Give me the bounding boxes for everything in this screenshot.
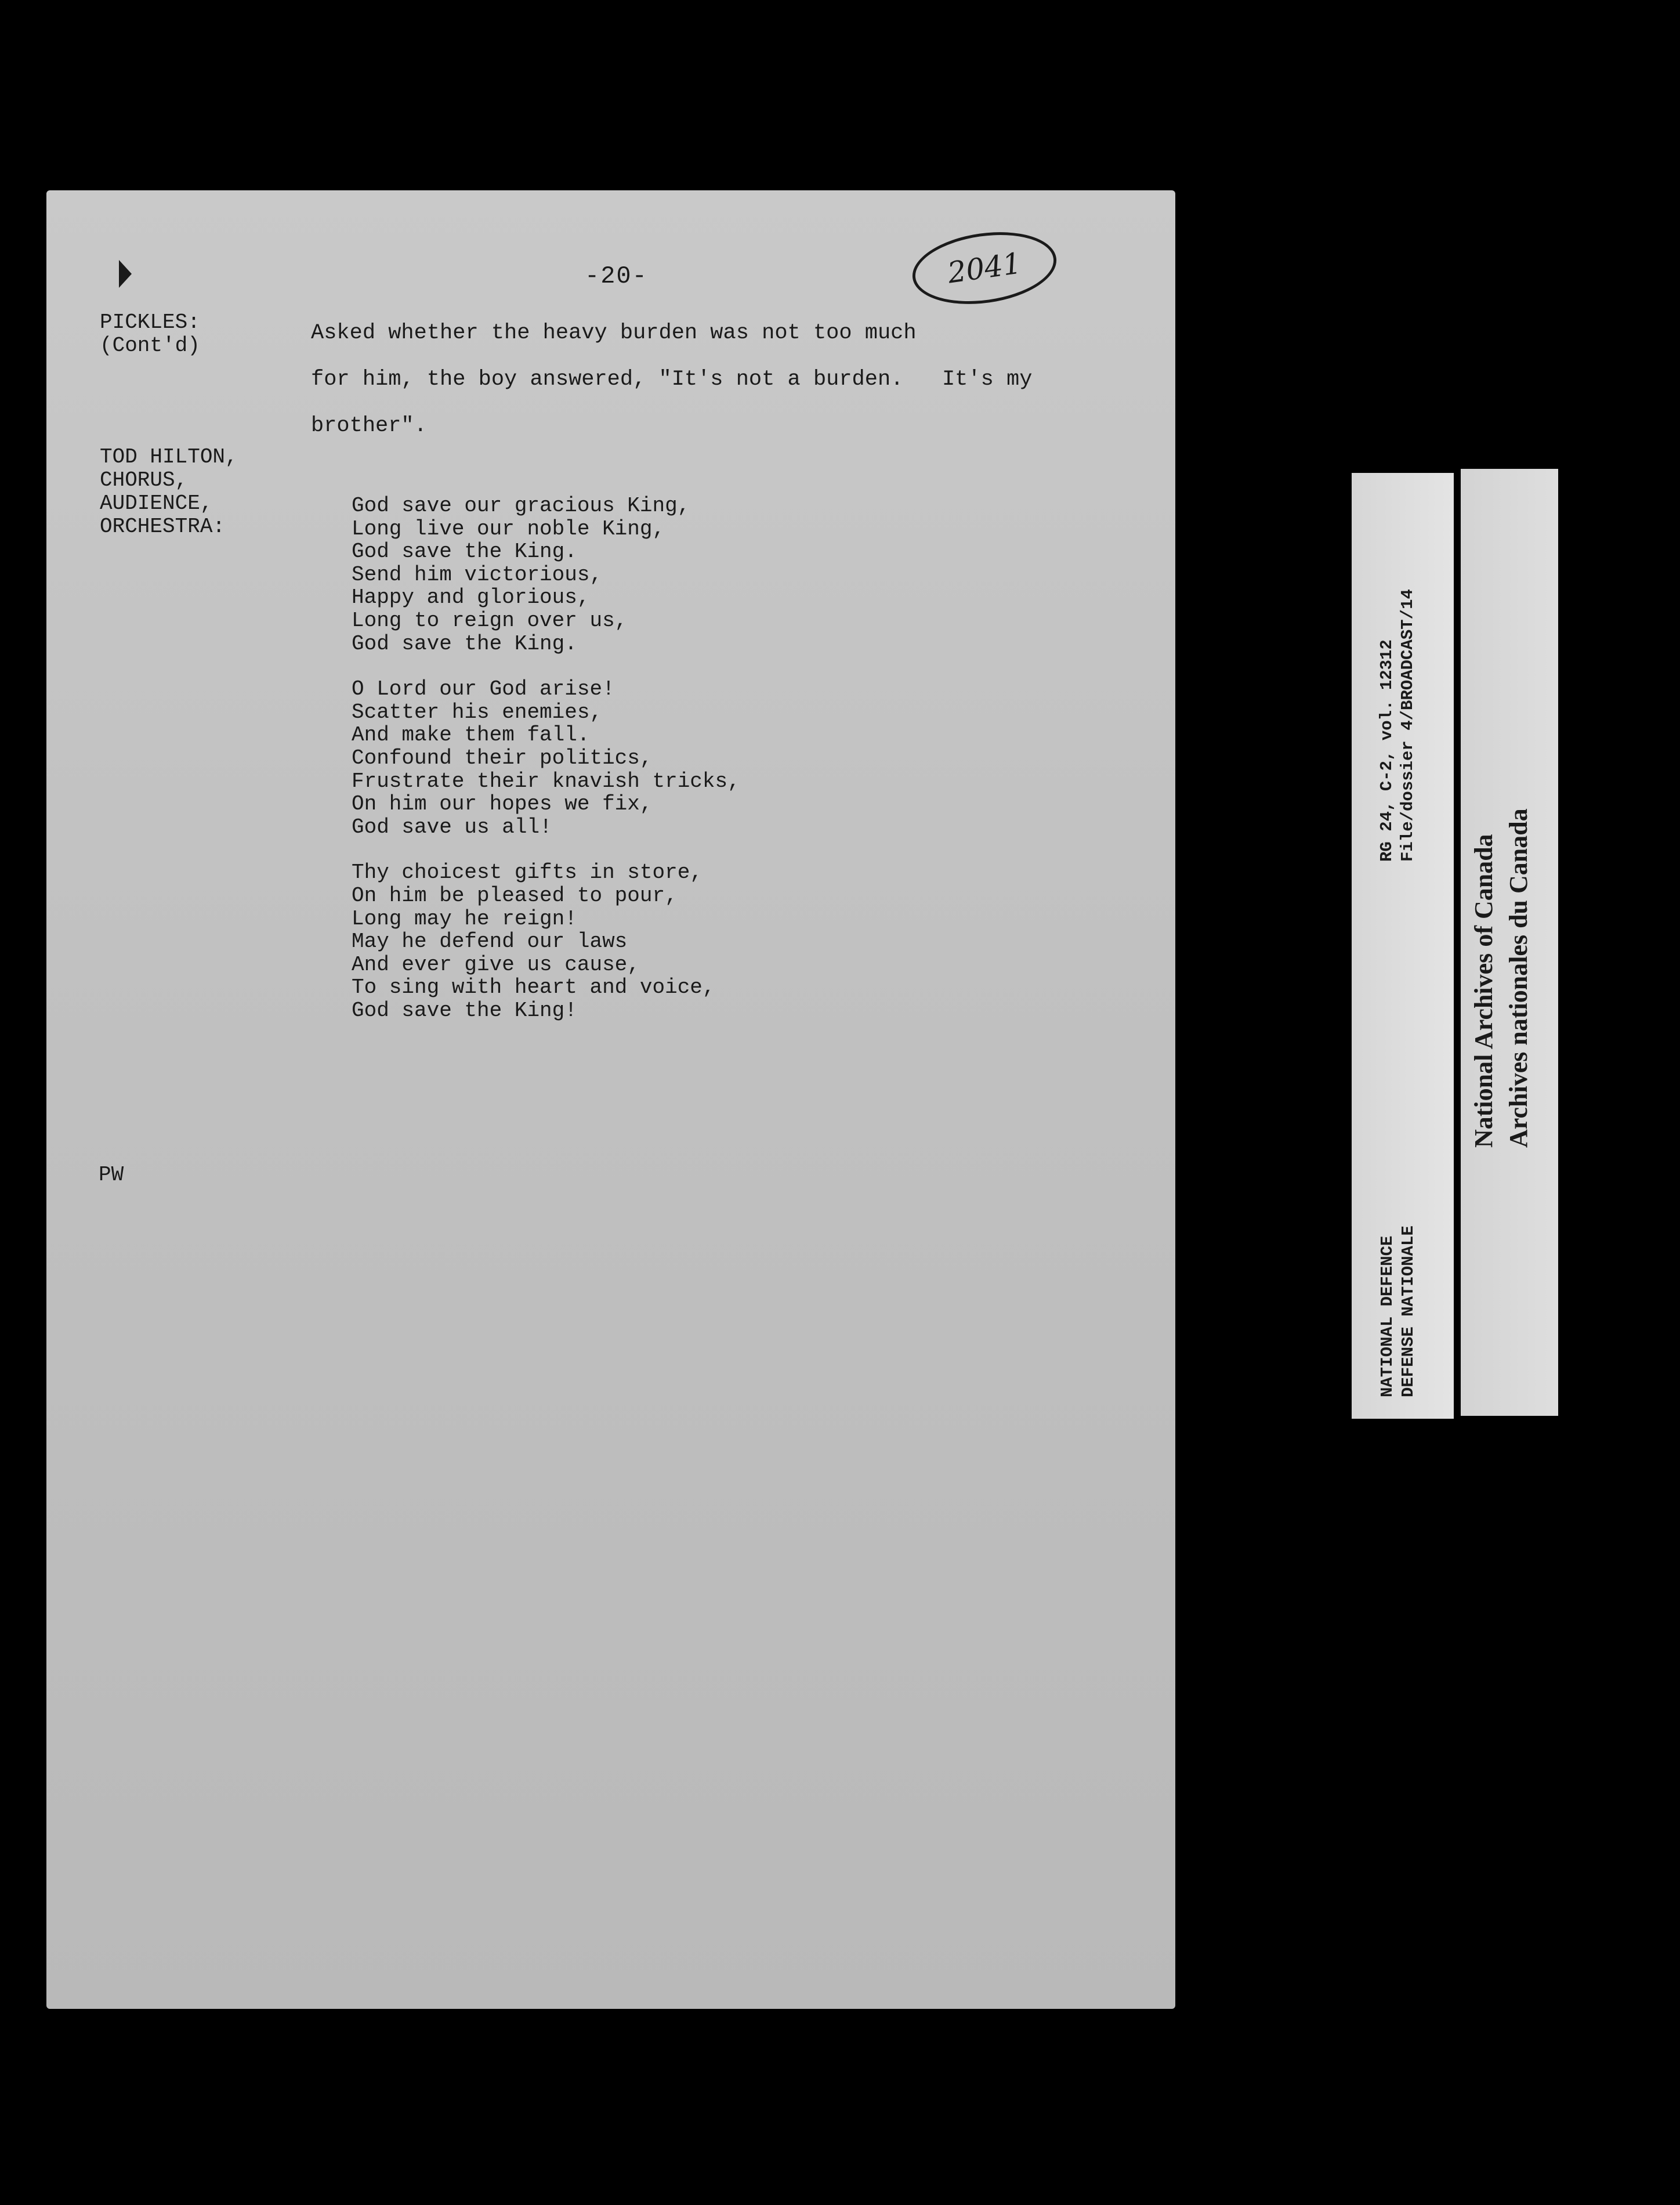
margin-arrow-mark xyxy=(119,260,132,288)
lyric-line: And make them fall. xyxy=(352,723,590,747)
lyric-line: Confound their politics, xyxy=(352,746,653,770)
speech-line: brother". xyxy=(311,414,427,438)
lyric-line: Long to reign over us, xyxy=(352,608,628,632)
anthem-stanza-3 xyxy=(352,861,740,1022)
lyric-line: Long may he reign! xyxy=(352,906,577,931)
archives-name-label xyxy=(1467,808,1536,1148)
department-line: NATIONAL DEFENCE xyxy=(1378,1235,1397,1397)
lyric-line: On him be pleased to pour, xyxy=(352,883,678,908)
lyric-line: God save the King. xyxy=(352,540,577,564)
speech-pickles xyxy=(311,310,1146,449)
reference-line: RG 24, C-2, vol. 12312 xyxy=(1377,639,1396,862)
lyric-line: O Lord our God arise! xyxy=(352,677,615,702)
reference-line: File/dossier 4/BROADCAST/14 xyxy=(1398,589,1417,862)
archives-name-line: National Archives of Canada xyxy=(1469,834,1498,1148)
typist-initials: PW xyxy=(99,1163,124,1187)
department-label xyxy=(1377,1226,1419,1397)
speech-line: for him, the boy answered, "It's not a burden. It's my xyxy=(311,367,1033,392)
lyric-line: Long live our noble King, xyxy=(352,516,665,541)
lyric-line: And ever give us cause, xyxy=(352,952,640,977)
lyric-line: God save the King. xyxy=(352,631,577,656)
lyric-line: On him our hopes we fix, xyxy=(352,792,653,816)
archives-name-line: Archives nationales du Canada xyxy=(1504,808,1533,1148)
speaker-name-pickles: PICKLES: (Cont'd) xyxy=(100,310,200,357)
lyric-line: God save us all! xyxy=(352,815,552,839)
anthem-lyrics xyxy=(352,494,740,1044)
lyric-line: To sing with heart and voice, xyxy=(352,975,715,1000)
document-sheet xyxy=(46,190,1175,2009)
anthem-stanza-2 xyxy=(352,678,740,838)
department-line: DEFENSE NATIONALE xyxy=(1399,1226,1418,1397)
page-number: -20- xyxy=(585,262,648,290)
folio-number-circled: 2041 xyxy=(908,223,1061,313)
lyric-line: Frustrate their knavish tricks, xyxy=(352,769,740,793)
lyric-line: Happy and glorious, xyxy=(352,585,590,610)
lyric-line: Scatter his enemies, xyxy=(352,700,603,724)
archive-reference xyxy=(1377,589,1418,862)
lyric-line: God save our gracious King, xyxy=(352,494,690,518)
lyric-line: Thy choicest gifts in store, xyxy=(352,861,703,885)
lyric-line: Send him victorious, xyxy=(352,562,603,587)
anthem-stanza-1 xyxy=(352,494,740,655)
lyric-line: God save the King! xyxy=(352,998,577,1022)
speaker-names-ensemble: TOD HILTON, CHORUS, AUDIENCE, ORCHESTRA: xyxy=(100,445,238,538)
speech-line: Asked whether the heavy burden was not too much xyxy=(311,321,917,345)
lyric-line: May he defend our laws xyxy=(352,930,628,954)
